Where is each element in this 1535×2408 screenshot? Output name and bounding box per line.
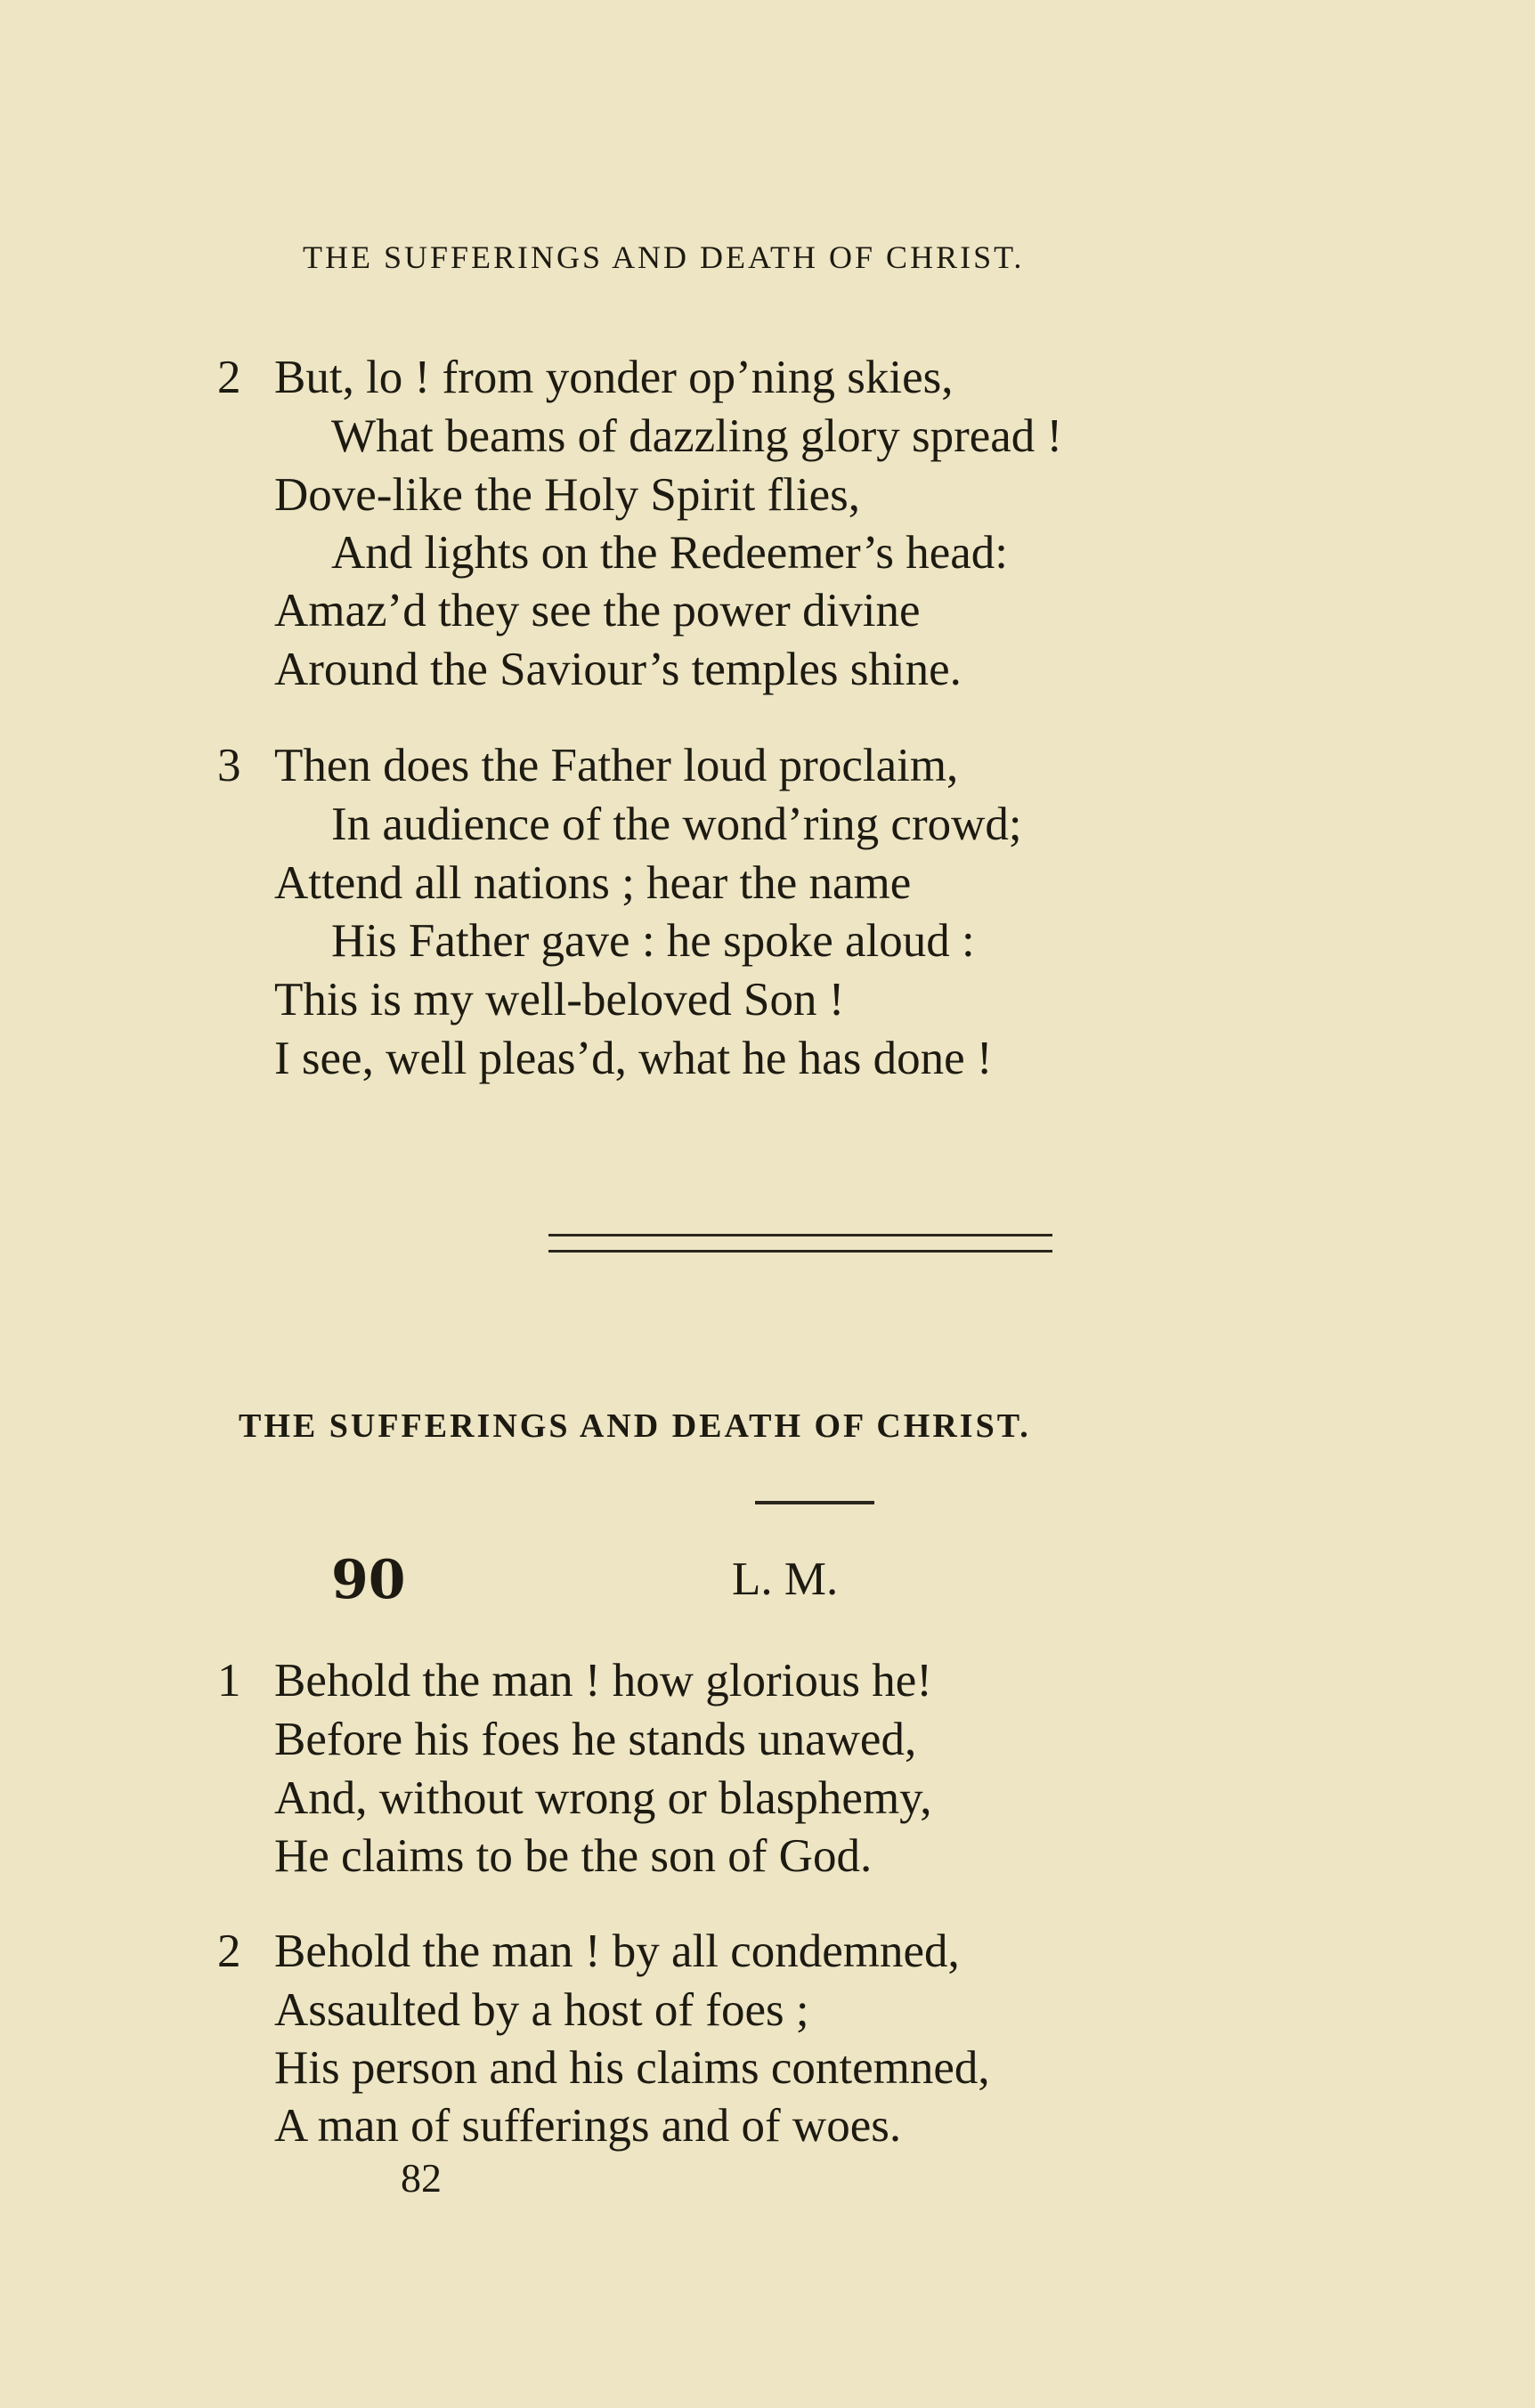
verse-line: And lights on the Redeemer’s head:: [331, 527, 1008, 579]
stanza-number: 2: [217, 1926, 241, 1977]
verse-line: Dove-like the Holy Spirit flies,: [274, 469, 860, 521]
hymn-number: 90: [331, 1549, 406, 1611]
verse-line: Then does the Father loud proclaim,: [274, 740, 959, 791]
section-heading: THE SUFFERINGS AND DEATH OF CHRIST.: [239, 1407, 1031, 1445]
verse-line: Behold the man ! how glorious he!: [274, 1655, 932, 1707]
verse-line: His Father gave : he spoke aloud :: [331, 915, 975, 967]
section-divider-bottom: [548, 1250, 1052, 1253]
verse-line: Behold the man ! by all condemned,: [274, 1926, 960, 1977]
verse-line: Amaz’d they see the power divine: [274, 585, 921, 636]
hymn-meter: L. M.: [732, 1553, 839, 1605]
verse-line: Around the Saviour’s temples shine.: [274, 644, 962, 695]
stanza-number: 3: [217, 740, 241, 791]
verse-line: Attend all nations ; hear the name: [274, 857, 912, 909]
verse-line: In audience of the wond’ring crowd;: [331, 799, 1022, 850]
verse-line: But, lo ! from yonder op’ning skies,: [274, 352, 954, 403]
hymn-short-rule: [755, 1501, 874, 1504]
verse-line: He claims to be the son of God.: [274, 1830, 873, 1882]
verse-line: A man of sufferings and of woes.: [274, 2100, 902, 2152]
verse-line: What beams of dazzling glory spread !: [331, 410, 1063, 462]
page-number: 82: [401, 2155, 442, 2201]
verse-line: This is my well-beloved Son !: [274, 974, 845, 1026]
section-divider-top: [548, 1234, 1052, 1236]
running-head: THE SUFFERINGS AND DEATH OF CHRIST.: [303, 239, 1025, 275]
verse-line: I see, well pleas’d, what he has done !: [274, 1033, 993, 1084]
verse-line: Assaulted by a host of foes ;: [274, 1984, 809, 2036]
verse-line: Before his foes he stands unawed,: [274, 1714, 917, 1765]
verse-line: His person and his claims contemned,: [274, 2042, 990, 2094]
verse-line: And, without wrong or blasphemy,: [274, 1772, 932, 1824]
stanza-number: 1: [217, 1655, 241, 1707]
stanza-number: 2: [217, 352, 241, 403]
